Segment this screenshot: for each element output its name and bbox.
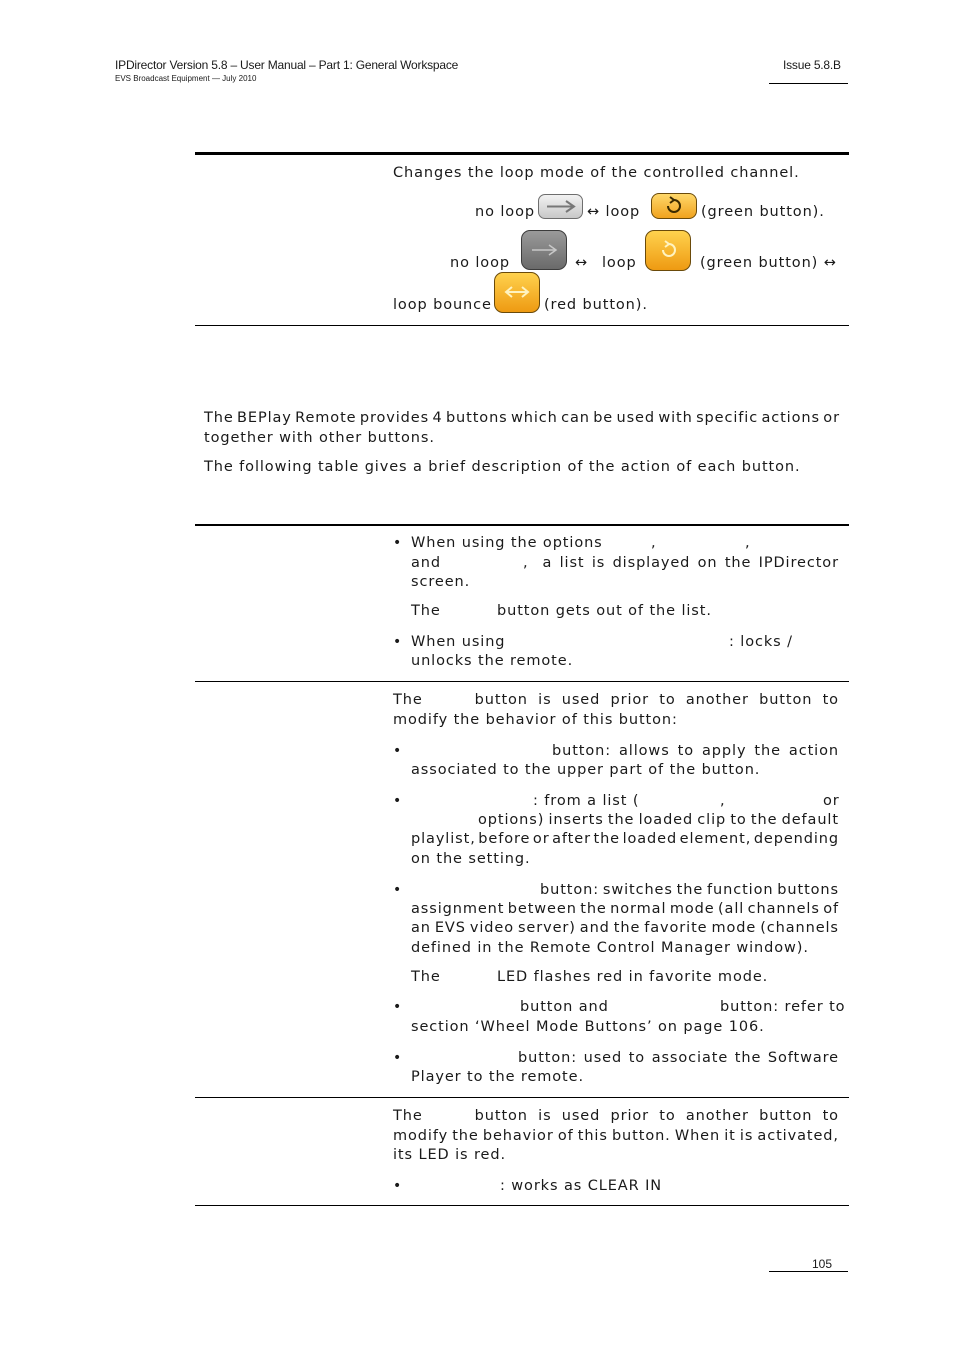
row2-bullet4-line1b: button: refer to [720, 999, 846, 1015]
row2-bullet2-line1c: or [823, 793, 840, 809]
row1-bullet2-line2: unlocks the remote. [411, 653, 574, 669]
loop-table-bottom-rule [195, 325, 849, 326]
loop-large-button-icon [645, 230, 691, 271]
header-issue: Issue 5.8.B [783, 58, 841, 72]
loop-line2-suffix: (green button) ↔ [700, 255, 837, 271]
loop-line3-prefix: loop bounce [393, 297, 492, 313]
row3-line3: its LED is red. [393, 1147, 506, 1163]
loop-button-icon [651, 193, 697, 219]
row2-bullet2-line2: options) inserts the loaded clip to the default [478, 812, 839, 828]
row1-bullet2-marker: • [393, 634, 403, 650]
row2-bullet3-line1: button: switches the function buttons [540, 882, 839, 898]
row2-bullet3-marker: • [393, 882, 403, 898]
row2-bullet2-line3: playlist, before or after the loaded element, depending [411, 831, 839, 847]
row1-note-b: button gets out of the list. [497, 603, 712, 619]
header-rule [769, 83, 848, 84]
row3-line2: modify the behavior of this button. When it is activated, [393, 1128, 839, 1144]
loop-line3-suffix: (red button). [544, 297, 648, 313]
row3-bullet1-marker: • [393, 1178, 403, 1194]
row2-bullet4-line1a: button and [520, 999, 609, 1015]
row2-bullet3-line2: assignment between the normal mode (all channels of [411, 901, 839, 917]
intro-paragraph-line1: The BEPlay Remote provides 4 buttons which can be used with specific actions or [204, 410, 840, 426]
row2-bullet1-line2: associated to the upper part of the button. [411, 762, 761, 778]
loop-table-top-rule [195, 152, 849, 155]
loop-line1-noloop: no loop [475, 204, 535, 220]
row1-bottom-rule [195, 681, 849, 682]
header-title: IPDirector Version 5.8 – User Manual – Part 1: General Workspace [115, 58, 459, 72]
loop-line1-arrow: ↔ loop [587, 204, 641, 220]
page-number: 105 [812, 1257, 833, 1271]
row1-bullet2-line1a: When using [411, 634, 506, 650]
row2-note-a: The [411, 969, 441, 985]
intro-paragraph-2: The following table gives a brief description of the action of each button. [204, 459, 801, 475]
loop-line2-loop: loop [602, 255, 637, 271]
row2-bullet2-line1b: , [720, 793, 726, 809]
row2-bullet4-line2: section ‘Wheel Mode Buttons’ on page 106. [411, 1019, 765, 1035]
header-subtitle: EVS Broadcast Equipment — July 2010 [115, 74, 257, 83]
row2-bullet3-line4: defined in the Remote Control Manager window). [411, 940, 809, 956]
footer-rule [769, 1271, 848, 1272]
row1-bullet1-marker: • [393, 535, 403, 551]
row1-bullet1-line2: and , a list is displayed on the IPDirector [411, 555, 839, 571]
loop-line1-suffix: (green button). [701, 204, 825, 220]
row2-bullet2-line1a: : from a list ( [533, 793, 640, 809]
no-loop-button-icon [538, 194, 583, 219]
row1-note-a: The [411, 603, 441, 619]
button-table-bottom-rule [195, 1205, 849, 1206]
row2-bullet5-line2: Player to the remote. [411, 1069, 584, 1085]
row1-bullet2-line1b: : locks / [729, 634, 793, 650]
row2-bullet4-marker: • [393, 999, 403, 1015]
row2-bullet1-line1: button: allows to apply the action [552, 743, 839, 759]
loop-line2-arrow: ↔ [575, 255, 589, 271]
row2-intro-line2: modify the behavior of this button: [393, 712, 678, 728]
row2-bullet5-line1: button: used to associate the Software [518, 1050, 839, 1066]
row2-bullet5-marker: • [393, 1050, 403, 1066]
row3-bullet1: : works as CLEAR IN [500, 1178, 662, 1194]
row2-bullet2-marker: • [393, 793, 403, 809]
row2-bottom-rule [195, 1097, 849, 1098]
row2-intro-line1: The button is used prior to another button to [393, 692, 839, 708]
row2-bullet1-marker: • [393, 743, 403, 759]
row1-bullet1-line1a: When using the options [411, 535, 603, 551]
loop-description: Changes the loop mode of the controlled channel. [393, 165, 800, 181]
loop-line2-noloop: no loop [450, 255, 510, 271]
row2-note-b: LED flashes red in favorite mode. [497, 969, 769, 985]
row3-line1: The button is used prior to another button to [393, 1108, 839, 1124]
row2-bullet2-line4: on the setting. [411, 851, 531, 867]
intro-paragraph-line2: together with other buttons. [204, 430, 435, 446]
row2-bullet3-line3: an EVS video server) and the favorite mode (channels [411, 920, 839, 936]
row1-bullet1-line1c: , [745, 535, 751, 551]
button-table-top-rule [195, 524, 849, 526]
no-loop-large-button-icon [521, 230, 567, 270]
row1-bullet1-line3: screen. [411, 574, 471, 590]
row1-bullet1-line1b: , [651, 535, 657, 551]
loop-bounce-button-icon [494, 272, 540, 313]
